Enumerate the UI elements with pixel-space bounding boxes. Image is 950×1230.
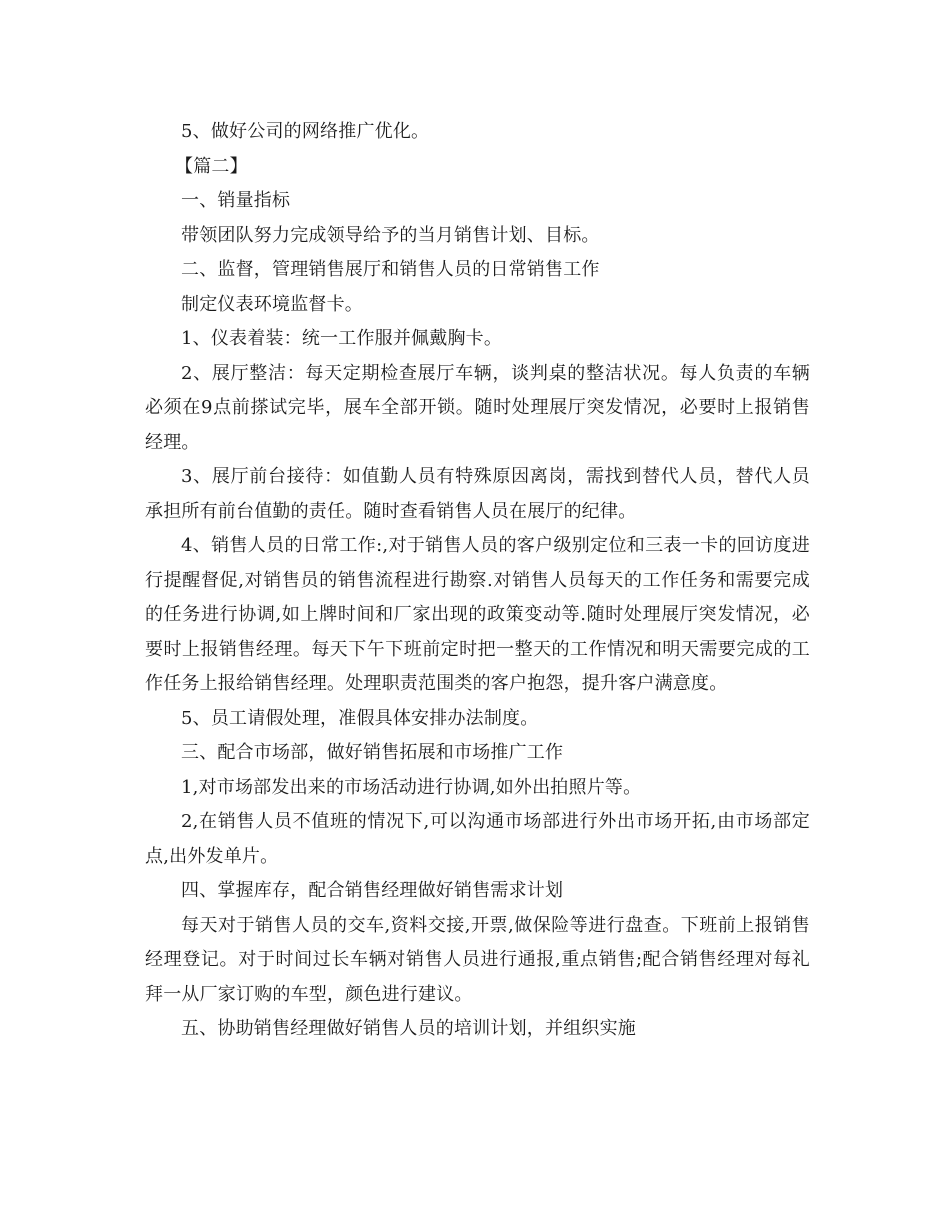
heading-supervise-showroom: 二、监督，管理销售展厅和销售人员的日常销售工作 [181, 259, 600, 280]
paragraph-daily-work: 4、销售人员的日常工作:,对于销售人员的客户级别定位和三表一卡的回访度进行提醒督促,对销售员的销售流程进行勘察.对销售人员每天的工作任务和需要完成的任务进行协调,如上牌时间和厂家出现的政策变动等.随时处理展厅突发情况，必要时上报销售经理。每天下午下班前定时把一整天的工作情况和明天需要完成的工作任务上报给销售经理。处理职责范围类的客户抱怨，提升客户满意度。 [145, 535, 810, 694]
paragraph-leave-handling: 5、员工请假处理，准假具体安排办法制度。 [181, 707, 539, 729]
paragraph-daily-inspection: 每天对于销售人员的交车,资料交接,开票,做保险等进行盘查。下班前上报销售经理登记。对于时间过长车辆对销售人员进行通报,重点销售;配合销售经理对每礼拜一从厂家订购的车型，颜色进行建议。 [145, 914, 810, 1005]
paragraph-item-5-network: 5、做好公司的网络推广优化。 [181, 121, 430, 142]
paragraph-market-expansion: 2,在销售人员不值班的情况下,可以沟通市场部进行外出市场开拓,由市场部定点,出外发单片。 [145, 811, 810, 867]
paragraph-showroom-clean: 2、展厅整洁：每天定期检查展厅车辆，谈判桌的整洁状况。每人负责的车辆必须在9点前搽试完毕，展车全部开锁。随时处理展厅突发情况，必要时上报销售经理。 [145, 362, 810, 453]
paragraph-sales-plan: 带领团队努力完成领导给予的当月销售计划、目标。 [181, 224, 600, 246]
paragraph-market-activities: 1,对市场部发出来的市场活动进行协调,如外出拍照片等。 [181, 776, 642, 798]
document-body [145, 115, 810, 1047]
heading-sales-target: 一、销量指标 [181, 190, 291, 211]
paragraph-supervision-card: 制定仪表环境监督卡。 [181, 293, 363, 315]
paragraph-front-desk: 3、展厅前台接待：如值勤人员有特殊原因离岗，需找到替代人员，替代人员承担所有前台值勤的责任。随时查看销售人员在展厅的纪律。 [145, 466, 810, 522]
section-heading-part-two: 【篇二】 [175, 155, 248, 177]
heading-marketing-cooperation: 三、配合市场部，做好销售拓展和市场推广工作 [181, 742, 564, 763]
heading-training-plan: 五、协助销售经理做好销售人员的培训计划，并组织实施 [181, 1018, 636, 1039]
paragraph-dress-code: 1、仪表着装：统一工作服并佩戴胸卡。 [181, 328, 503, 349]
heading-inventory: 四、掌握库存，配合销售经理做好销售需求计划 [181, 880, 564, 901]
